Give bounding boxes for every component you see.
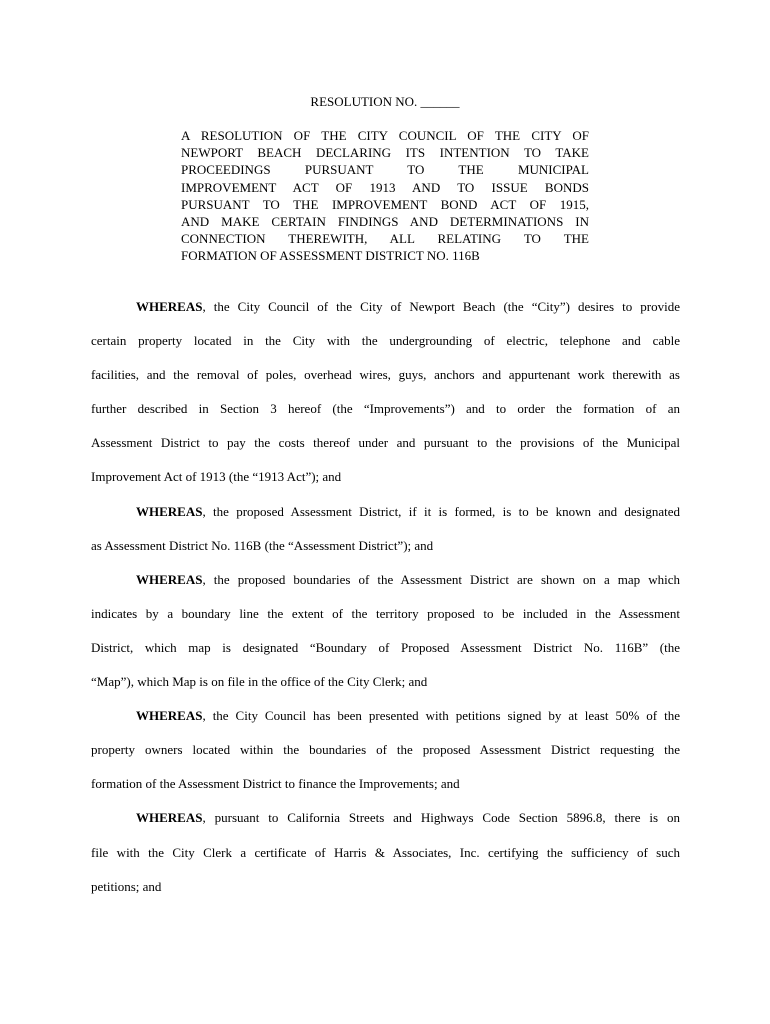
recital-line: Improvement Act of 1913 (the “1913 Act”); and [91, 469, 342, 485]
recital-line [91, 290, 680, 324]
recital-line: facilities, and the removal of poles, overhead wires, guys, anchors and appurtenant work therewith as [91, 367, 680, 383]
recital-line: District, which map is designated “Boundary of Proposed Assessment District No. 116B” (the [91, 639, 680, 655]
caption-line: NEWPORT BEACH DECLARING ITS INTENTION TO TAKE [181, 145, 589, 161]
recital-paragraph [91, 699, 680, 801]
caption-line: A RESOLUTION OF THE CITY COUNCIL OF THE CITY OF [181, 128, 589, 143]
recital-text: , pursuant to California Streets and Highways Code Section 5896.8, there is on [202, 810, 680, 826]
recital-paragraph [91, 495, 680, 563]
whereas-keyword: WHEREAS [136, 299, 203, 314]
recital-line: formation of the Assessment District to finance the Improvements; and [91, 776, 460, 792]
recital-line: property owners located within the boundaries of the proposed Assessment District requesting the [91, 742, 680, 758]
whereas-keyword: WHEREAS [136, 503, 203, 519]
recital-line [91, 563, 680, 597]
resolution-title: RESOLUTION NO. ______ [310, 94, 460, 109]
recital-line: certain property located in the City with the undergrounding of electric, telephone and cable [91, 333, 680, 349]
resolution-caption [181, 127, 589, 265]
recital-line: further described in Section 3 hereof (the “Improvements”) and to order the formation of an [91, 401, 680, 417]
recital-paragraph [91, 290, 680, 495]
recital-text: , the proposed Assessment District, if it is formed, is to be known and designated [202, 503, 680, 519]
recital-line: petitions; and [91, 878, 162, 894]
recital-line: “Map”), which Map is on file in the office of the City Clerk; and [91, 674, 428, 690]
recital-line: indicates by a boundary line the extent of the territory proposed to be included in the Assessment [91, 605, 680, 621]
whereas-keyword: WHEREAS [136, 810, 203, 826]
caption-line: AND MAKE CERTAIN FINDINGS AND DETERMINATIONS IN [181, 213, 589, 229]
whereas-keyword: WHEREAS [136, 571, 203, 587]
caption-line: PURSUANT TO THE IMPROVEMENT BOND ACT OF 1915, [181, 196, 589, 212]
recital-paragraph [91, 801, 680, 903]
recitals-section [91, 290, 680, 904]
recital-line: as Assessment District No. 116B (the “Assessment District”); and [91, 537, 434, 553]
recital-line [91, 495, 680, 529]
caption-line: FORMATION OF ASSESSMENT DISTRICT NO. 116B [181, 248, 480, 264]
caption-line: CONNECTION THEREWITH, ALL RELATING TO THE [181, 231, 589, 247]
recital-paragraph [91, 563, 680, 699]
recital-line: file with the City Clerk a certificate of Harris & Associates, Inc. certifying the sufficiency of such [91, 844, 680, 860]
whereas-keyword: WHEREAS [136, 708, 203, 724]
recital-line [91, 801, 680, 835]
recital-text: , the City Council of the City of Newport Beach (the “City”) desires to provide [202, 299, 680, 314]
caption-line: IMPROVEMENT ACT OF 1913 AND TO ISSUE BONDS [181, 179, 589, 195]
recital-line [91, 699, 680, 733]
recital-line: Assessment District to pay the costs thereof under and pursuant to the provisions of the Municipal [91, 435, 680, 451]
caption-line: PROCEEDINGS PURSUANT TO THE MUNICIPAL [181, 162, 589, 178]
recital-text: , the proposed boundaries of the Assessment District are shown on a map which [202, 571, 680, 587]
recital-text: , the City Council has been presented with petitions signed by at least 50% of the [202, 708, 680, 724]
